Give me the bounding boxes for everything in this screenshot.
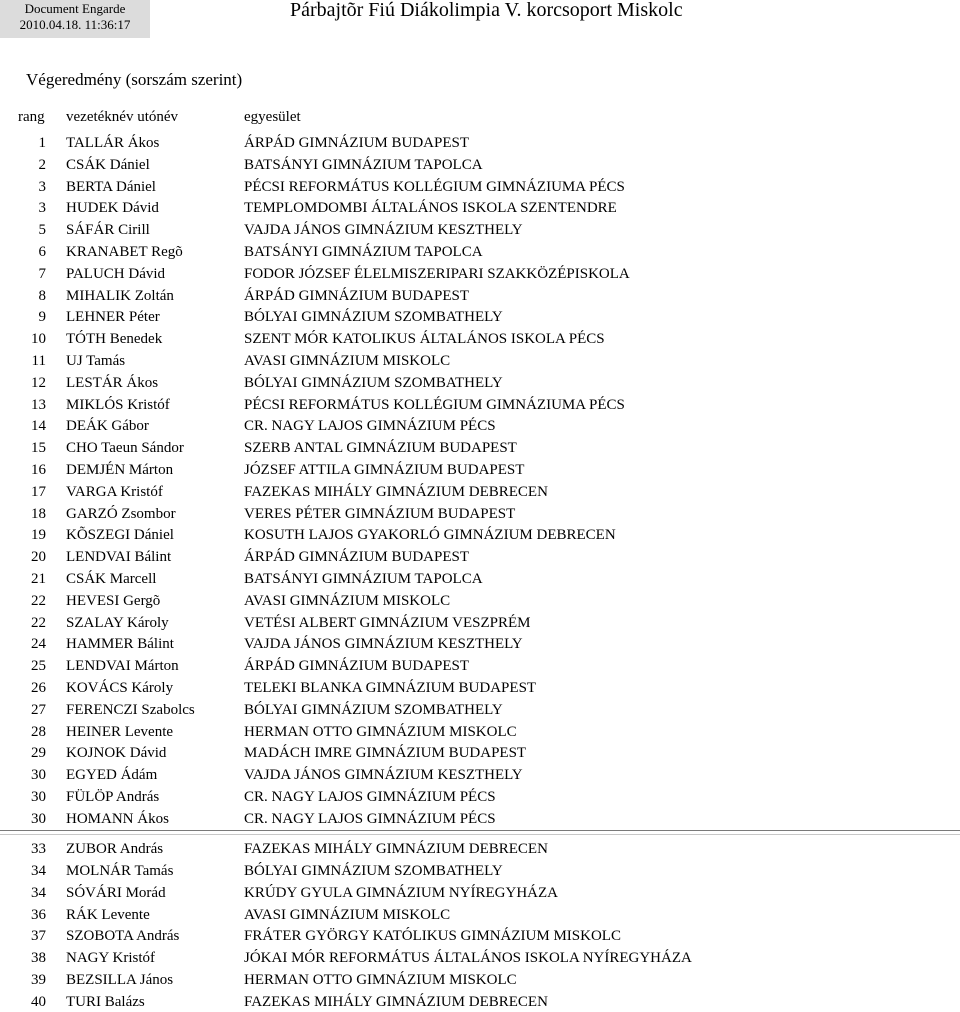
rank-cell: 26	[31, 680, 46, 696]
table-row	[0, 743, 960, 763]
name-cell: LESTÁR Ákos	[66, 374, 159, 391]
name-cell: GARZÓ Zsombor	[66, 505, 176, 522]
name-cell: SÓVÁRI Morád	[66, 884, 166, 901]
club-cell: VERES PÉTER GIMNÁZIUM BUDAPEST	[244, 505, 516, 522]
club-cell: PÉCSI REFORMÁTUS KOLLÉGIUM GIMNÁZIUMA PÉCS	[244, 178, 625, 195]
table-row	[0, 569, 960, 589]
name-cell: VARGA Kristóf	[66, 483, 163, 500]
club-cell: AVASI GIMNÁZIUM MISKOLC	[244, 906, 451, 923]
name-cell: SZOBOTA András	[66, 928, 180, 945]
table-row	[0, 883, 960, 903]
table-row	[0, 220, 960, 240]
column-header-club: egyesület	[244, 109, 301, 125]
name-cell: SZALAY Károly	[66, 614, 169, 631]
table-row	[0, 307, 960, 327]
name-cell: KOVÁCS Károly	[66, 680, 174, 696]
table-row	[0, 416, 960, 436]
table-row	[0, 722, 960, 742]
table-row	[0, 591, 960, 611]
name-cell: KRANABET Regõ	[66, 244, 183, 260]
timestamp: 2010.04.18. 11:36:17	[19, 17, 131, 32]
club-cell: MADÁCH IMRE GIMNÁZIUM BUDAPEST	[244, 745, 527, 762]
rank-cell: 30	[31, 789, 46, 805]
table-row	[0, 177, 960, 197]
club-cell: TELEKI BLANKA GIMNÁZIUM BUDAPEST	[244, 680, 537, 696]
name-cell: BERTA Dániel	[66, 178, 156, 195]
name-cell: TÓTH Benedek	[66, 331, 163, 348]
table-row	[0, 133, 960, 153]
name-cell: CSÁK Dániel	[66, 156, 150, 173]
club-cell: ÁRPÁD GIMNÁZIUM BUDAPEST	[244, 135, 470, 151]
name-cell: HOMANN Ákos	[66, 810, 169, 827]
club-cell: CR. NAGY LAJOS GIMNÁZIUM PÉCS	[244, 418, 496, 435]
club-cell: FAZEKAS MIHÁLY GIMNÁZIUM DEBRECEN	[244, 993, 548, 1010]
table-row	[0, 926, 960, 946]
name-cell: DEMJÉN Márton	[66, 462, 174, 478]
name-cell: PALUCH Dávid	[66, 265, 166, 282]
name-cell: MIKLÓS Kristóf	[66, 396, 170, 413]
name-cell: CSÁK Marcell	[66, 571, 157, 587]
name-cell: MOLNÁR Tamás	[66, 863, 174, 879]
table-row	[0, 329, 960, 349]
table-row	[0, 504, 960, 524]
name-cell: FÜLÖP András	[66, 789, 160, 805]
rank-cell: 12	[31, 374, 46, 391]
rank-cell: 14	[31, 418, 46, 435]
name-cell: BEZSILLA János	[66, 972, 174, 988]
rank-cell: 34	[31, 863, 46, 879]
club-cell: HERMAN OTTO GIMNÁZIUM MISKOLC	[244, 723, 517, 740]
rank-cell: 38	[31, 950, 46, 967]
club-cell: TEMPLOMDOMBI ÁLTALÁNOS ISKOLA SZENTENDRE	[244, 200, 617, 217]
column-header-name: vezetéknév utónév	[66, 109, 179, 125]
section-title: Végeredmény (sorszám szerint)	[26, 70, 243, 89]
name-cell: TURI Balázs	[66, 993, 145, 1010]
rank-cell: 2	[38, 156, 46, 173]
rank-cell: 30	[31, 767, 46, 784]
table-row	[0, 992, 960, 1012]
club-cell: BÓLYAI GIMNÁZIUM SZOMBATHELY	[244, 701, 503, 718]
club-cell: BÓLYAI GIMNÁZIUM SZOMBATHELY	[244, 863, 503, 879]
rank-cell: 39	[31, 972, 46, 988]
rank-cell: 3	[38, 200, 46, 217]
name-cell: UJ Tamás	[66, 353, 126, 369]
rank-cell: 25	[31, 658, 46, 675]
table-row	[0, 678, 960, 698]
club-cell: ÁRPÁD GIMNÁZIUM BUDAPEST	[244, 549, 470, 566]
app-name: Document Engarde	[24, 1, 126, 16]
club-cell: FRÁTER GYÖRGY KATÓLIKUS GIMNÁZIUM MISKOLC	[244, 928, 621, 945]
rank-cell: 7	[38, 265, 46, 282]
table-row	[0, 525, 960, 545]
column-header-rank: rang	[18, 109, 45, 125]
club-cell: AVASI GIMNÁZIUM MISKOLC	[244, 353, 451, 369]
rank-cell: 3	[38, 178, 46, 195]
name-cell: LEHNER Péter	[66, 309, 160, 326]
club-cell: BATSÁNYI GIMNÁZIUM TAPOLCA	[244, 156, 483, 173]
rank-cell: 30	[31, 810, 46, 827]
table-row	[0, 905, 960, 925]
name-cell: HAMMER Bálint	[66, 636, 174, 653]
table-row	[0, 351, 960, 371]
club-cell: CR. NAGY LAJOS GIMNÁZIUM PÉCS	[244, 810, 496, 827]
table-row	[0, 547, 960, 567]
name-cell: KÕSZEGI Dániel	[66, 527, 174, 544]
table-row	[0, 970, 960, 990]
name-cell: KOJNOK Dávid	[66, 745, 167, 762]
table-row	[0, 460, 960, 480]
club-cell: VAJDA JÁNOS GIMNÁZIUM KESZTHELY	[244, 222, 523, 239]
page-break-divider	[0, 830, 960, 835]
rank-cell: 19	[31, 527, 46, 544]
rank-cell: 15	[31, 440, 46, 457]
club-cell: BATSÁNYI GIMNÁZIUM TAPOLCA	[244, 244, 483, 260]
table-row	[0, 155, 960, 175]
name-cell: FERENCZI Szabolcs	[66, 701, 195, 718]
table-row	[0, 438, 960, 458]
table-row	[0, 395, 960, 415]
rank-cell: 18	[31, 505, 46, 522]
name-cell: CHO Taeun Sándor	[66, 440, 184, 457]
name-cell: EGYED Ádám	[66, 767, 158, 784]
club-cell: KRÚDY GYULA GIMNÁZIUM NYÍREGYHÁZA	[244, 884, 559, 901]
club-cell: ÁRPÁD GIMNÁZIUM BUDAPEST	[244, 287, 470, 304]
name-cell: LENDVAI Bálint	[66, 549, 172, 566]
club-cell: BÓLYAI GIMNÁZIUM SZOMBATHELY	[244, 374, 503, 391]
table-row	[0, 809, 960, 829]
club-cell: CR. NAGY LAJOS GIMNÁZIUM PÉCS	[244, 789, 496, 805]
rank-cell: 24	[31, 636, 46, 653]
table-row	[0, 634, 960, 654]
club-cell: SZERB ANTAL GIMNÁZIUM BUDAPEST	[244, 440, 517, 457]
rank-cell: 17	[31, 483, 46, 500]
club-cell: AVASI GIMNÁZIUM MISKOLC	[244, 592, 451, 609]
name-cell: LENDVAI Márton	[66, 658, 179, 675]
rank-cell: 34	[31, 884, 46, 901]
table-row	[0, 948, 960, 968]
club-cell: FODOR JÓZSEF ÉLELMISZERIPARI SZAKKÖZÉPISKOLA	[244, 265, 630, 282]
table-row	[0, 787, 960, 807]
name-cell: TALLÁR Ákos	[66, 135, 160, 151]
rank-cell: 6	[38, 244, 46, 260]
name-cell: HUDEK Dávid	[66, 200, 159, 217]
table-row	[0, 286, 960, 306]
rank-cell: 20	[31, 549, 46, 566]
club-cell: VAJDA JÁNOS GIMNÁZIUM KESZTHELY	[244, 767, 523, 784]
club-cell: KOSUTH LAJOS GYAKORLÓ GIMNÁZIUM DEBRECEN	[244, 527, 616, 544]
club-cell: BÓLYAI GIMNÁZIUM SZOMBATHELY	[244, 309, 503, 326]
name-cell: HEINER Levente	[66, 723, 174, 740]
club-cell: PÉCSI REFORMÁTUS KOLLÉGIUM GIMNÁZIUMA PÉCS	[244, 396, 625, 413]
club-cell: JÓKAI MÓR REFORMÁTUS ÁLTALÁNOS ISKOLA NYÍREGYHÁZA	[244, 950, 692, 967]
rank-cell: 16	[31, 462, 46, 478]
rank-cell: 36	[31, 906, 46, 923]
rank-cell: 8	[38, 287, 46, 304]
table-row	[0, 700, 960, 720]
club-cell: FAZEKAS MIHÁLY GIMNÁZIUM DEBRECEN	[244, 483, 548, 500]
table-row	[0, 839, 960, 859]
name-cell: NAGY Kristóf	[66, 950, 156, 967]
club-cell: VAJDA JÁNOS GIMNÁZIUM KESZTHELY	[244, 636, 523, 653]
table-row	[0, 861, 960, 881]
table-row	[0, 482, 960, 502]
rank-cell: 28	[31, 723, 46, 740]
rank-cell: 9	[38, 309, 46, 326]
table-row	[0, 264, 960, 284]
name-cell: SÁFÁR Cirill	[66, 222, 150, 239]
rank-cell: 37	[31, 928, 46, 945]
club-cell: BATSÁNYI GIMNÁZIUM TAPOLCA	[244, 571, 483, 587]
name-cell: MIHALIK Zoltán	[66, 287, 174, 304]
name-cell: RÁK Levente	[66, 906, 150, 923]
club-cell: VETÉSI ALBERT GIMNÁZIUM VESZPRÉM	[244, 614, 531, 631]
rank-cell: 27	[31, 701, 46, 718]
name-cell: DEÁK Gábor	[66, 418, 149, 435]
page-title: Párbajtõr Fiú Diákolimpia V. korcsoport Miskolc	[290, 0, 683, 21]
club-cell: ÁRPÁD GIMNÁZIUM BUDAPEST	[244, 658, 470, 675]
table-row	[0, 613, 960, 633]
table-row	[0, 656, 960, 676]
name-cell: HEVESI Gergõ	[66, 592, 161, 609]
club-cell: FAZEKAS MIHÁLY GIMNÁZIUM DEBRECEN	[244, 841, 548, 858]
table-row	[0, 373, 960, 393]
rank-cell: 10	[31, 331, 46, 348]
table-row	[0, 242, 960, 262]
rank-cell: 33	[31, 841, 46, 858]
club-cell: SZENT MÓR KATOLIKUS ÁLTALÁNOS ISKOLA PÉCS	[244, 331, 605, 348]
table-row	[0, 765, 960, 785]
club-cell: JÓZSEF ATTILA GIMNÁZIUM BUDAPEST	[244, 462, 525, 478]
rank-cell: 13	[31, 396, 46, 413]
rank-cell: 22	[31, 592, 46, 609]
name-cell: ZUBOR András	[66, 841, 164, 858]
rank-cell: 5	[38, 222, 46, 239]
rank-cell: 21	[31, 571, 46, 587]
rank-cell: 22	[31, 614, 46, 631]
rank-cell: 40	[31, 993, 46, 1010]
rank-cell: 1	[38, 135, 46, 151]
rank-cell: 11	[31, 353, 46, 369]
table-row	[0, 198, 960, 218]
rank-cell: 29	[31, 745, 46, 762]
club-cell: HERMAN OTTO GIMNÁZIUM MISKOLC	[244, 972, 517, 988]
